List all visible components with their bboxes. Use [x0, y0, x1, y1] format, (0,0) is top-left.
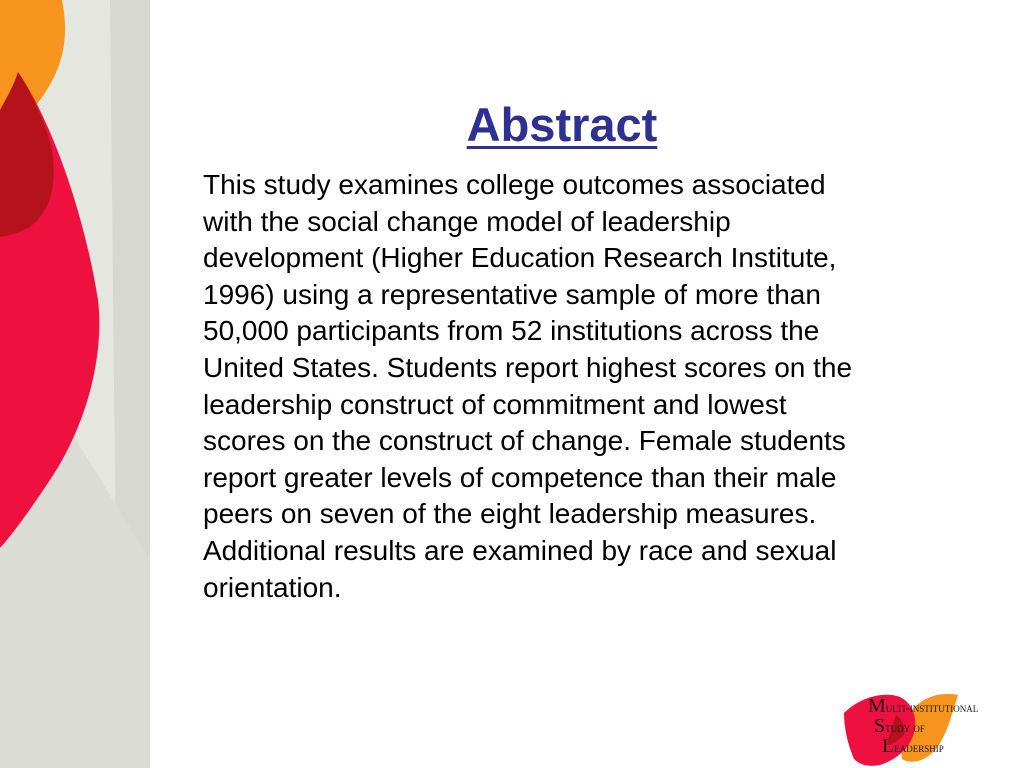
logo-text-study: tudy of	[885, 720, 925, 735]
decorative-side-graphic	[0, 0, 150, 768]
logo-line-leadership	[882, 737, 978, 757]
msl-logo	[840, 685, 1024, 768]
slide-title: Abstract	[466, 98, 658, 152]
logo-wordmark	[868, 697, 978, 757]
logo-initial-m: M	[868, 695, 886, 717]
logo-text-multi: ulti-institutional	[885, 700, 979, 715]
abstract-paragraph: This study examines college outcomes associated with the social change model of leadership development (Higher Education Research Institute, 1996) using a representative sample of more than 50,000 participants from 52 institutions across the United States. Students report highest scores on the leadership construct of commitment and lowest scores on the construct of change. Female students report greater levels of competence than their male peers on seven of the eight leadership measures. Additional results are examined by race and sexual orientation.	[203, 169, 853, 603]
logo-text-leadership: eadership	[894, 740, 944, 755]
logo-line-multi-institutional	[868, 697, 978, 717]
logo-initial-l: L	[882, 735, 895, 757]
logo-line-study-of	[874, 717, 978, 737]
logo-initial-s: S	[874, 715, 886, 737]
